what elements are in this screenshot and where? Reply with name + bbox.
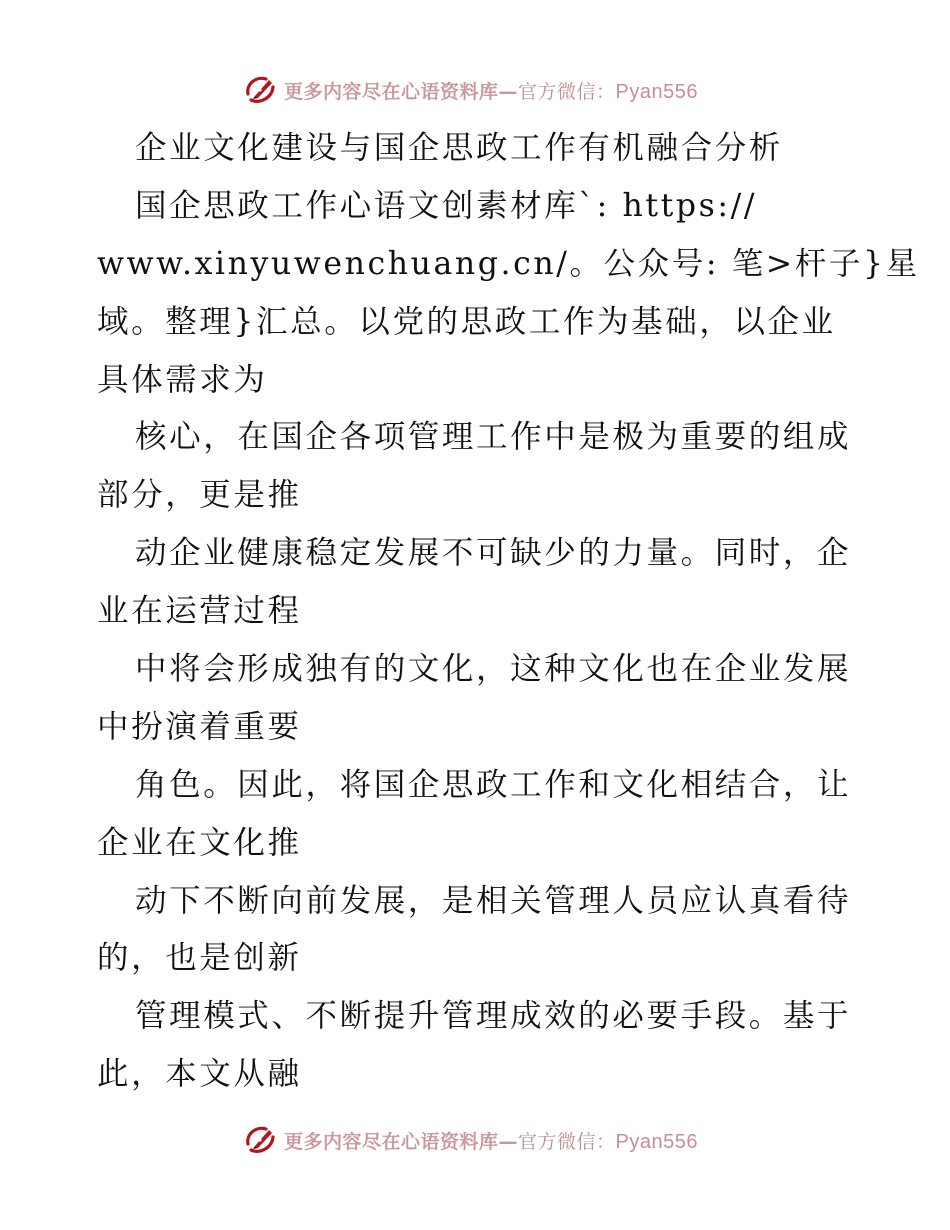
text-line: 具体需求为 (97, 361, 268, 398)
watermark-main-text: 更多内容尽在心语资料库 (284, 80, 499, 103)
header-watermark-text (284, 77, 698, 104)
watermark-wechat-id: Pyan556 (615, 80, 698, 103)
footer-watermark-text (284, 1127, 698, 1154)
header-watermark-content (242, 72, 698, 108)
watermark-wechat-label: 官方微信： (518, 80, 616, 103)
text-line: 企业在文化推 (97, 824, 302, 861)
text-line: 中将会形成独有的文化，这种文化也在企业发展 (135, 651, 852, 688)
watermark-dash: — (498, 1130, 519, 1153)
text-line: 部分，更是推 (97, 477, 302, 514)
text-line: 域。整理}汇总。以党的思政工作为基础，以企业 (97, 303, 836, 340)
document-body (97, 120, 920, 1104)
text-line: 的，也是创新 (97, 940, 302, 977)
watermark-wechat-label: 官方微信： (518, 1130, 616, 1153)
header-watermark-banner (0, 70, 950, 110)
text-line: 核心，在国企各项管理工作中是极为重要的组成 (135, 419, 852, 456)
text-line: 动下不断向前发展，是相关管理人员应认真看待 (135, 882, 852, 919)
red-quill-pen-icon (242, 72, 278, 108)
text-line: 管理模式、不断提升管理成效的必要手段。基于 (135, 998, 852, 1035)
footer-watermark-content (242, 1122, 698, 1158)
text-line: 动企业健康稳定发展不可缺少的力量。同时，企 (135, 535, 852, 572)
watermark-wechat-id: Pyan556 (615, 1130, 698, 1153)
watermark-main-text: 更多内容尽在心语资料库 (284, 1130, 499, 1153)
red-quill-pen-icon (242, 1122, 278, 1158)
document-title: 企业文化建设与国企思政工作有机融合分析 (135, 130, 783, 166)
text-line: 国企思政工作心语文创素材库`: https:// (135, 187, 758, 224)
watermark-dash: — (498, 80, 519, 103)
text-line: www.xinyuwenchuang.cn/。公众号: 笔>杆子}星 (97, 245, 920, 282)
text-line: 业在运营过程 (97, 593, 302, 630)
text-line: 此，本文从融 (97, 1056, 302, 1093)
text-line: 角色。因此，将国企思政工作和文化相结合，让 (135, 766, 852, 803)
text-line: 中扮演着重要 (97, 708, 302, 745)
footer-watermark-banner (0, 1120, 950, 1160)
